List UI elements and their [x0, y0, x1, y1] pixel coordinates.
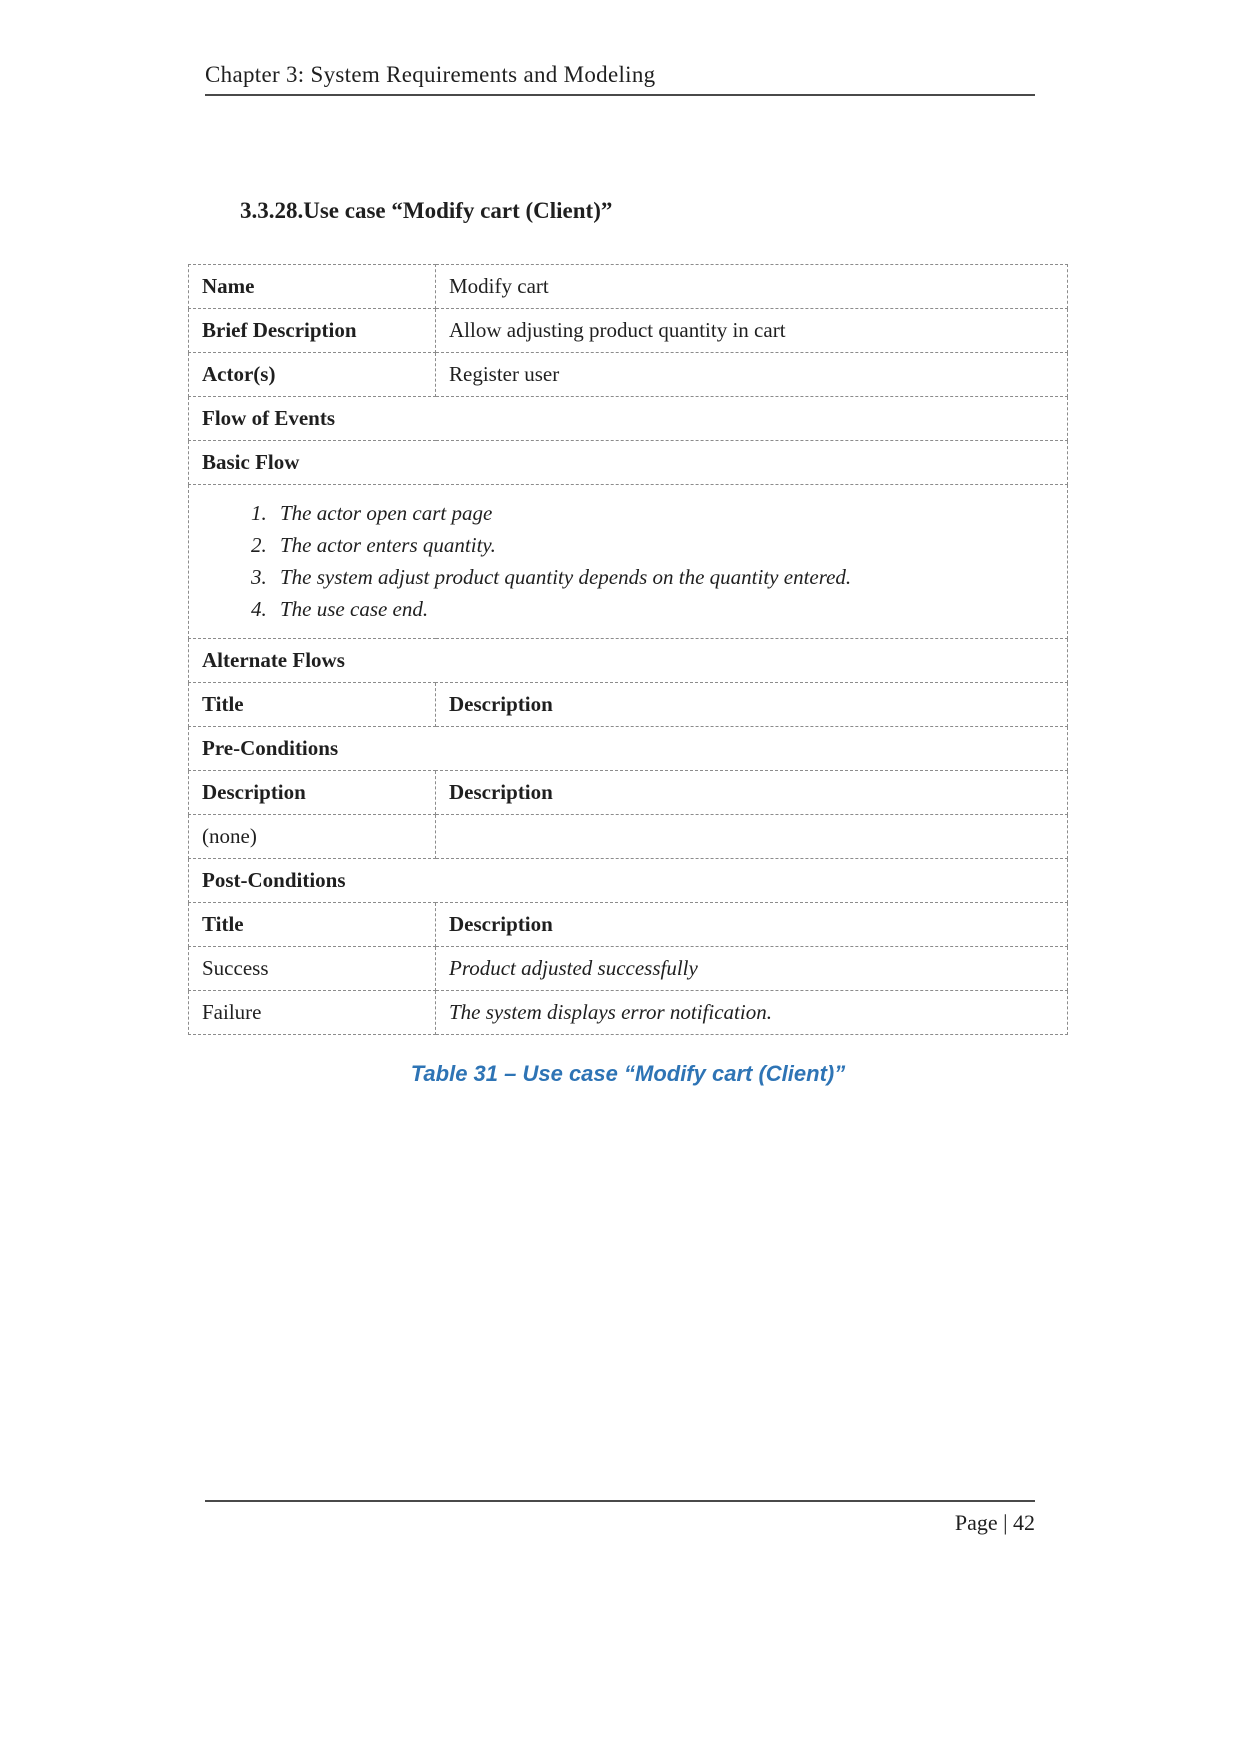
- table-row-pre-labels: [189, 771, 1068, 815]
- pre-left-label-cell: Description: [189, 771, 436, 815]
- success-label-cell: Success: [189, 947, 436, 991]
- table-row-pre-conditions: [189, 727, 1068, 771]
- page-footer: [205, 1500, 1035, 1536]
- brief-description-value-cell: Allow adjusting product quantity in cart: [436, 309, 1068, 353]
- table-row-actors: [189, 353, 1068, 397]
- chapter-title: Chapter 3: System Requirements and Modeling: [205, 62, 656, 87]
- table-row-name: [189, 265, 1068, 309]
- pre-none-empty-cell: [436, 815, 1068, 859]
- alt-description-label-cell: Description: [436, 683, 1068, 727]
- table-caption: Table 31 – Use case “Modify cart (Client)”: [410, 1061, 846, 1086]
- failure-label-cell: Failure: [189, 991, 436, 1035]
- table-row-pre-none: [189, 815, 1068, 859]
- flow-of-events-header-cell: Flow of Events: [189, 397, 1068, 441]
- alternate-flows-header-cell: Alternate Flows: [189, 639, 1068, 683]
- use-case-table: [188, 264, 1068, 1035]
- table-row-brief-description: [189, 309, 1068, 353]
- actors-value-cell: Register user: [436, 353, 1068, 397]
- basic-flow-step: 3. The system adjust product quantity depends on the quantity entered.: [272, 565, 1054, 590]
- basic-flow-steps-cell: [189, 485, 1068, 639]
- pre-none-cell: (none): [189, 815, 436, 859]
- pre-conditions-header-cell: Pre-Conditions: [189, 727, 1068, 771]
- basic-flow-step: 4. The use case end.: [272, 597, 1054, 622]
- table-row-alternate-flows: [189, 639, 1068, 683]
- table-row-success: [189, 947, 1068, 991]
- table-row-basic-flow-steps: [189, 485, 1068, 639]
- section-heading: 3.3.28.Use case “Modify cart (Client)”: [240, 198, 613, 223]
- basic-flow-header-cell: Basic Flow: [189, 441, 1068, 485]
- post-conditions-header-cell: Post-Conditions: [189, 859, 1068, 903]
- basic-flow-list: [246, 501, 1054, 622]
- name-value-cell: Modify cart: [436, 265, 1068, 309]
- table-row-post-title-description: [189, 903, 1068, 947]
- chapter-header: [205, 62, 1035, 96]
- alt-title-label-cell: Title: [189, 683, 436, 727]
- name-label-cell: Name: [189, 265, 436, 309]
- table-row-flow-of-events: [189, 397, 1068, 441]
- success-value-cell: Product adjusted successfully: [436, 947, 1068, 991]
- post-title-label-cell: Title: [189, 903, 436, 947]
- failure-value-cell: The system displays error notification.: [436, 991, 1068, 1035]
- basic-flow-step: 2. The actor enters quantity.: [272, 533, 1054, 558]
- table-row-failure: [189, 991, 1068, 1035]
- basic-flow-step: 1. The actor open cart page: [272, 501, 1054, 526]
- table-row-post-conditions: [189, 859, 1068, 903]
- table-row-alt-title-description: [189, 683, 1068, 727]
- actors-label-cell: Actor(s): [189, 353, 436, 397]
- page-number: Page | 42: [954, 1510, 1035, 1535]
- pre-right-label-cell: Description: [436, 771, 1068, 815]
- post-description-label-cell: Description: [436, 903, 1068, 947]
- brief-description-label-cell: Brief Description: [189, 309, 436, 353]
- table-row-basic-flow: [189, 441, 1068, 485]
